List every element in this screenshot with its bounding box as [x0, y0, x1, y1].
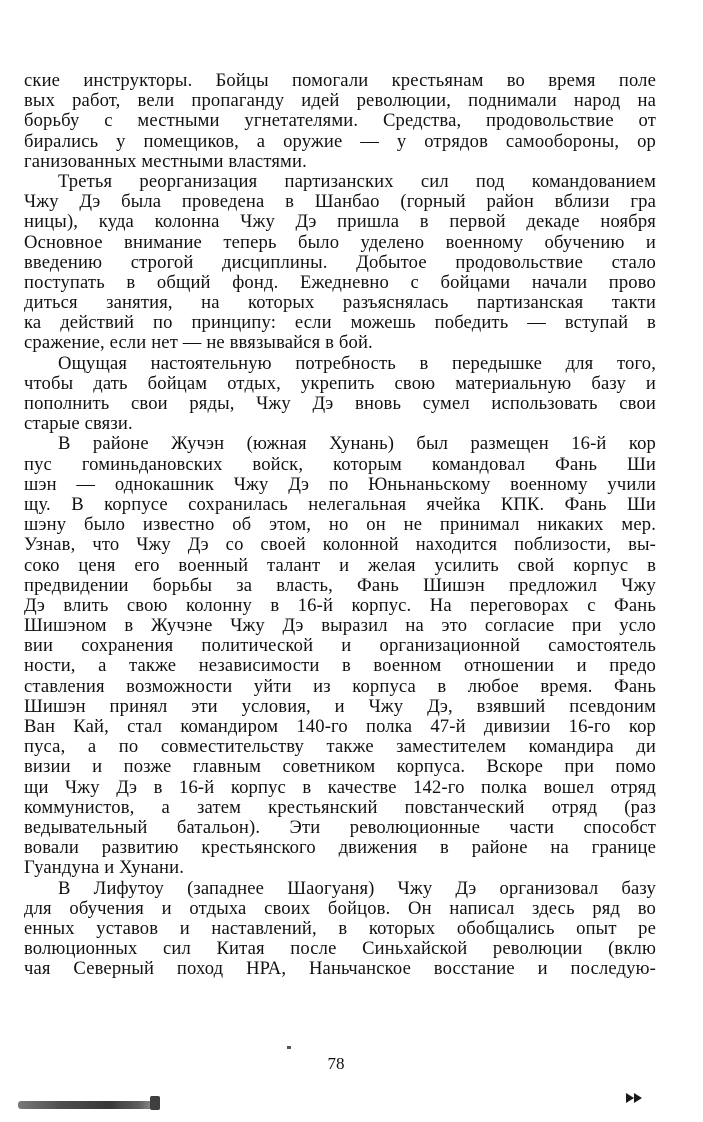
text-line: ности, а также независимости в военном отношении и предо [24, 656, 656, 677]
text-line: ганизованных местными властями. [24, 151, 307, 172]
text-line: Гуандуна и Хунани. [24, 858, 185, 879]
text-line: вии сохранения политической и организационной самостоятель [24, 636, 656, 657]
text-line: Ощущая настоятельную потребность в передышке для того, [58, 353, 656, 374]
text-line: ка действий по принципу: если можешь победить — вступай в [24, 313, 656, 334]
text-line: для обучения и отдыха своих бойцов. Он написал здесь ряд во [24, 898, 656, 919]
text-line: В районе Жучэн (южная Хунань) был размещен 16-й кор [58, 434, 656, 455]
scan-smudge [18, 1101, 160, 1109]
text-line: Шишэн принял эти условия, и Чжу Дэ, взявший псевдоним [24, 696, 656, 717]
text-line: вых работ, вели пропаганду идей революции, поднимали народ на [24, 91, 656, 112]
text-line: диться занятия, на которых разъяснялась партизанская такти [24, 293, 656, 314]
text-line: борьбу с местными угнетателями. Средства, продовольствие от [24, 111, 656, 132]
text-line: ские инструкторы. Бойцы помогали крестьянам во время поле [24, 71, 656, 91]
text-line: Шишэном в Жучэне Чжу Дэ выразил на это согласие при усло [24, 616, 656, 637]
text-line: бирались у помещиков, а оружие — у отрядов самообороны, ор [24, 131, 656, 152]
text-line: старые связи. [24, 414, 133, 435]
text-line: коммунистов, а затем крестьянский повстанческий отряд (раз [24, 797, 656, 818]
text-line: щу. В корпусе сохранилась нелегальная ячейка КПК. Фань Ши [24, 494, 656, 515]
text-line: Основное внимание теперь было уделено военному обучению и [24, 232, 656, 253]
text-line: щи Чжу Дэ в 16-й корпус в качестве 142-го полка вошел отряд [24, 777, 656, 798]
text-line: ведывательный батальон). Эти революционные части способст [24, 817, 656, 838]
text-line: пус гоминьдановских войск, которым командовал Фань Ши [24, 454, 656, 475]
double-arrow-icon [625, 1090, 645, 1106]
text-line: Чжу Дэ была проведена в Шанбао (горный район вблизи гра [24, 192, 656, 213]
text-line: сражение, если нет — не ввязывайся в бой. [24, 333, 373, 354]
text-line: вовали развитию крестьянского движения в районе на границе [24, 838, 656, 859]
print-mark [287, 1046, 291, 1049]
text-line: ницы), куда колонна Чжу Дэ пришла в первой декаде ноября [24, 212, 656, 233]
text-line: шэн — однокашник Чжу Дэ по Юньнаньскому военному учили [24, 474, 656, 495]
body-text [24, 71, 656, 979]
text-line: В Лифутоу (западнее Шаогуаня) Чжу Дэ организовал базу [58, 878, 656, 899]
text-line: чтобы дать бойцам отдых, укрепить свою материальную базу и [24, 373, 656, 394]
text-line: Третья реорганизация партизанских сил под командованием [58, 171, 656, 192]
text-line: поступать в общий фонд. Ежедневно с бойцами начали прово [24, 272, 656, 293]
text-line: пополнить свои ряды, Чжу Дэ вновь сумел использовать свои [24, 394, 656, 414]
text-line: пуса, а по совместительству также заместителем командира ди [24, 737, 656, 758]
text-line: предвидении борьбы за власть, Фань Шишэн предложил Чжу [24, 575, 656, 596]
text-line: енных уставов и наставлений, в которых обобщались опыт ре [24, 918, 656, 939]
text-line: соко ценя его военный талант и желая усилить свой корпус в [24, 555, 656, 576]
text-line: волюционных сил Китая после Синьхайской революции (вклю [24, 939, 656, 960]
text-line: визии и позже главным советником корпуса. Вскоре при помо [24, 757, 656, 778]
text-line: Узнав, что Чжу Дэ со своей колонной находится поблизости, вы- [24, 535, 656, 556]
page-number: 78 [327, 1054, 345, 1073]
text-line: чая Северный поход НРА, Наньчанское восстание и последую- [24, 959, 656, 980]
text-line: ставления возможности уйти из корпуса в любое время. Фань [24, 676, 656, 697]
text-line: Дэ влить свою колонну в 16-й корпус. На переговорах с Фань [24, 595, 656, 616]
text-line: введению строгой дисциплины. Добытое продовольствие стало [24, 252, 656, 273]
text-line: шэну было известно об этом, но он не принимал никаких мер. [24, 515, 656, 536]
text-line: Ван Кай, стал командиром 140-го полка 47-й дивизии 16-го кор [24, 717, 656, 737]
